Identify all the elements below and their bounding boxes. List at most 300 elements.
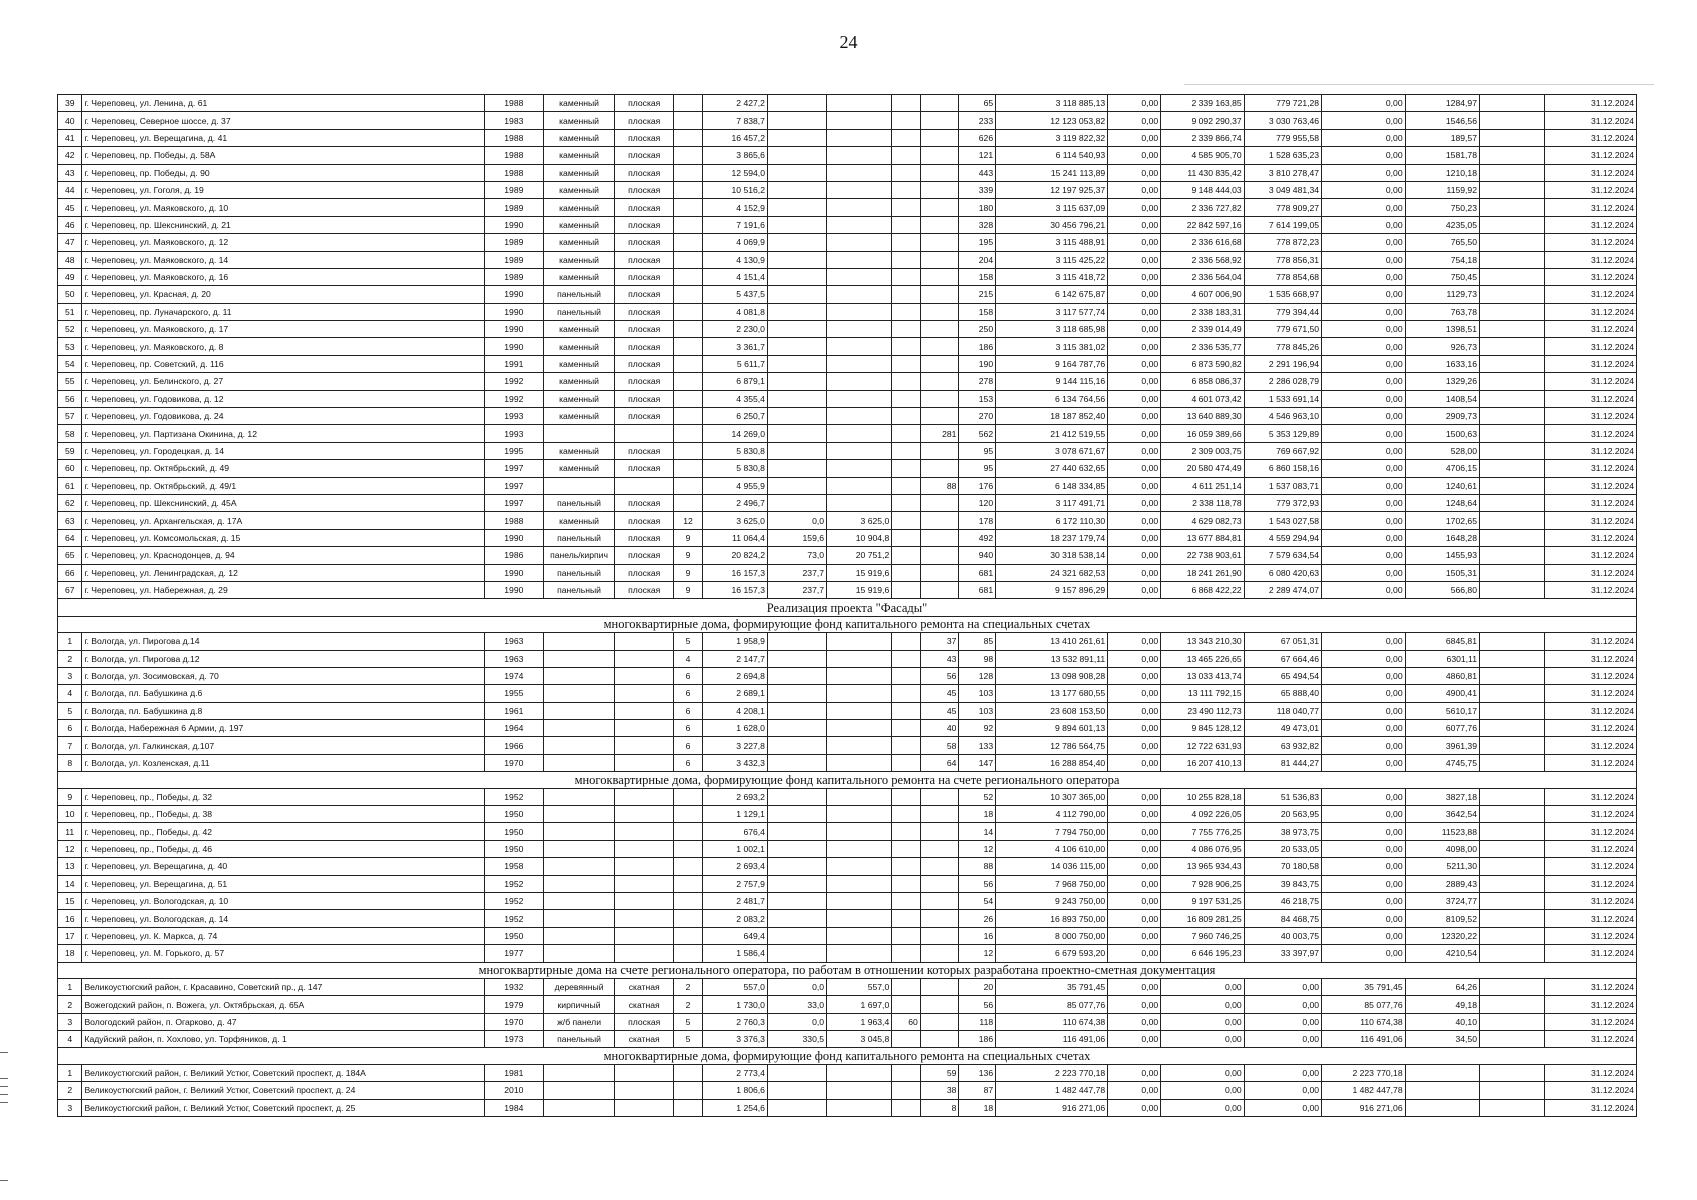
apartments-cell bbox=[892, 1031, 921, 1048]
completion-date-cell: 31.12.2024 bbox=[1545, 1064, 1637, 1081]
row-number-cell: 3 bbox=[58, 667, 82, 684]
budget-funds-cell: 0,00 bbox=[1108, 945, 1161, 962]
total-cost-cell: 24 321 682,53 bbox=[996, 564, 1108, 581]
residents-cell: 681 bbox=[959, 581, 996, 598]
empty-cell-cell bbox=[1479, 303, 1544, 320]
year-built-cell: 1977 bbox=[484, 945, 543, 962]
cost-per-sqm-cell: 1455,93 bbox=[1405, 547, 1479, 564]
row-number-cell: 15 bbox=[58, 892, 82, 909]
row-number-cell: 5 bbox=[58, 702, 82, 719]
other-funds-cell: 0,00 bbox=[1322, 840, 1406, 857]
roof-type-cell bbox=[615, 823, 674, 840]
row-number-cell: 3 bbox=[58, 1099, 82, 1116]
fund-share-cell: 13 965 934,43 bbox=[1161, 858, 1245, 875]
residential-area-cell bbox=[827, 650, 892, 667]
nonresidential-area-cell bbox=[767, 355, 826, 372]
empty-cell-cell bbox=[1479, 477, 1544, 494]
empty-cell-cell bbox=[1479, 996, 1544, 1013]
nonresidential-area-cell: 73,0 bbox=[767, 547, 826, 564]
nonresidential-area-cell bbox=[767, 910, 826, 927]
empty-cell-cell bbox=[1479, 129, 1544, 146]
roof-type-cell: плоская bbox=[615, 286, 674, 303]
cost-per-sqm-cell: 1329,26 bbox=[1405, 373, 1479, 390]
residential-area-cell bbox=[827, 1082, 892, 1099]
residents-cell: 103 bbox=[959, 685, 996, 702]
residents-a-cell: 8 bbox=[920, 1099, 959, 1116]
completion-date-cell: 31.12.2024 bbox=[1545, 564, 1637, 581]
roof-type-cell: плоская bbox=[615, 355, 674, 372]
row-number-cell: 7 bbox=[58, 737, 82, 754]
roof-type-cell bbox=[615, 737, 674, 754]
roof-type-cell bbox=[615, 1099, 674, 1116]
residents-cell: 56 bbox=[959, 875, 996, 892]
roof-type-cell bbox=[615, 685, 674, 702]
residential-area-cell bbox=[827, 425, 892, 442]
total-cost-cell: 2 223 770,18 bbox=[996, 1064, 1108, 1081]
residents-a-cell bbox=[920, 927, 959, 944]
total-area-cell: 3 625,0 bbox=[702, 512, 767, 529]
row-number-cell: 54 bbox=[58, 355, 82, 372]
address-cell: г. Череповец, пр., Победы, д. 46 bbox=[82, 840, 484, 857]
residents-a-cell bbox=[920, 512, 959, 529]
total-area-cell: 2 760,3 bbox=[702, 1013, 767, 1030]
budget-funds-cell: 0,00 bbox=[1108, 373, 1161, 390]
cost-per-sqm-cell: 49,18 bbox=[1405, 996, 1479, 1013]
apartments-cell bbox=[892, 147, 921, 164]
year-built-cell: 1932 bbox=[484, 978, 543, 995]
residents-a-cell bbox=[920, 321, 959, 338]
total-cost-cell: 9 144 115,16 bbox=[996, 373, 1108, 390]
other-funds-cell: 0,00 bbox=[1322, 806, 1406, 823]
budget-funds-cell: 0,00 bbox=[1108, 529, 1161, 546]
other-funds-cell: 0,00 bbox=[1322, 737, 1406, 754]
apartments-cell bbox=[892, 460, 921, 477]
total-area-cell: 1 586,4 bbox=[702, 945, 767, 962]
row-number-cell: 51 bbox=[58, 303, 82, 320]
nonresidential-area-cell bbox=[767, 338, 826, 355]
residential-area-cell: 557,0 bbox=[827, 978, 892, 995]
year-built-cell: 1989 bbox=[484, 268, 543, 285]
address-cell: г. Череповец, пр. Шекснинский, д. 21 bbox=[82, 216, 484, 233]
cost-per-sqm-cell: 754,18 bbox=[1405, 251, 1479, 268]
roof-type-cell bbox=[615, 945, 674, 962]
residents-cell: 118 bbox=[959, 1013, 996, 1030]
address-cell: г. Череповец, ул. Краснодонцев, д. 94 bbox=[82, 547, 484, 564]
roof-type-cell: плоская bbox=[615, 390, 674, 407]
nonresidential-area-cell bbox=[767, 112, 826, 129]
residents-a-cell bbox=[920, 581, 959, 598]
total-area-cell: 2 083,2 bbox=[702, 910, 767, 927]
residents-cell: 65 bbox=[959, 95, 996, 112]
owners-share-cell: 0,00 bbox=[1244, 996, 1321, 1013]
residents-a-cell: 64 bbox=[920, 754, 959, 771]
budget-funds-cell: 0,00 bbox=[1108, 442, 1161, 459]
budget-funds-cell: 0,00 bbox=[1108, 806, 1161, 823]
cost-per-sqm-cell bbox=[1405, 1099, 1479, 1116]
row-number-cell: 16 bbox=[58, 910, 82, 927]
total-cost-cell: 3 115 418,72 bbox=[996, 268, 1108, 285]
residential-area-cell: 15 919,6 bbox=[827, 581, 892, 598]
floors-cell bbox=[674, 129, 703, 146]
table-row bbox=[58, 408, 1637, 425]
cost-per-sqm-cell: 1408,54 bbox=[1405, 390, 1479, 407]
year-built-cell: 1952 bbox=[484, 875, 543, 892]
other-funds-cell: 0,00 bbox=[1322, 633, 1406, 650]
fund-share-cell: 9 845 128,12 bbox=[1161, 720, 1245, 737]
completion-date-cell: 31.12.2024 bbox=[1545, 338, 1637, 355]
owners-share-cell: 118 040,77 bbox=[1244, 702, 1321, 719]
total-area-cell: 1 730,0 bbox=[702, 996, 767, 1013]
year-built-cell: 1990 bbox=[484, 303, 543, 320]
nonresidential-area-cell bbox=[767, 181, 826, 198]
roof-type-cell bbox=[615, 702, 674, 719]
apartments-cell bbox=[892, 512, 921, 529]
residents-cell: 186 bbox=[959, 1031, 996, 1048]
address-cell: г. Череповец, ул. Набережная, д. 29 bbox=[82, 581, 484, 598]
apartments-cell bbox=[892, 199, 921, 216]
address-cell: г. Череповец, ул. Вологодская, д. 10 bbox=[82, 892, 484, 909]
apartments-cell bbox=[892, 823, 921, 840]
other-funds-cell: 0,00 bbox=[1322, 788, 1406, 805]
floors-cell: 9 bbox=[674, 564, 703, 581]
total-cost-cell: 110 674,38 bbox=[996, 1013, 1108, 1030]
address-cell: г. Череповец, ул. Верещагина, д. 41 bbox=[82, 129, 484, 146]
owners-share-cell: 20 533,05 bbox=[1244, 840, 1321, 857]
owners-share-cell: 0,00 bbox=[1244, 1064, 1321, 1081]
residential-area-cell bbox=[827, 720, 892, 737]
roof-type-cell bbox=[615, 1082, 674, 1099]
floors-cell: 9 bbox=[674, 529, 703, 546]
floors-cell bbox=[674, 321, 703, 338]
completion-date-cell: 31.12.2024 bbox=[1545, 875, 1637, 892]
row-number-cell: 2 bbox=[58, 1082, 82, 1099]
wall-material-cell: каменный bbox=[543, 408, 614, 425]
residents-a-cell: 38 bbox=[920, 1082, 959, 1099]
completion-date-cell: 31.12.2024 bbox=[1545, 234, 1637, 251]
floors-cell bbox=[674, 788, 703, 805]
apartments-cell bbox=[892, 181, 921, 198]
empty-cell-cell bbox=[1479, 512, 1544, 529]
budget-funds-cell: 0,00 bbox=[1108, 303, 1161, 320]
fund-share-cell: 6 868 422,22 bbox=[1161, 581, 1245, 598]
empty-cell-cell bbox=[1479, 547, 1544, 564]
wall-material-cell: панельный bbox=[543, 581, 614, 598]
roof-type-cell: плоская bbox=[615, 199, 674, 216]
wall-material-cell: панельный bbox=[543, 286, 614, 303]
owners-share-cell: 63 932,82 bbox=[1244, 737, 1321, 754]
residential-area-cell bbox=[827, 408, 892, 425]
residents-a-cell bbox=[920, 147, 959, 164]
total-cost-cell: 6 679 593,20 bbox=[996, 945, 1108, 962]
total-cost-cell: 16 288 854,40 bbox=[996, 754, 1108, 771]
nonresidential-area-cell: 0,0 bbox=[767, 978, 826, 995]
residents-cell: 278 bbox=[959, 373, 996, 390]
address-cell: г. Череповец, ул. Верещагина, д. 40 bbox=[82, 858, 484, 875]
budget-funds-cell: 0,00 bbox=[1108, 129, 1161, 146]
row-number-cell: 50 bbox=[58, 286, 82, 303]
wall-material-cell bbox=[543, 1099, 614, 1116]
residents-a-cell: 58 bbox=[920, 737, 959, 754]
table-row bbox=[58, 945, 1637, 962]
cost-per-sqm-cell: 34,50 bbox=[1405, 1031, 1479, 1048]
floors-cell bbox=[674, 199, 703, 216]
nonresidential-area-cell bbox=[767, 945, 826, 962]
other-funds-cell: 0,00 bbox=[1322, 823, 1406, 840]
fund-share-cell: 2 339 866,74 bbox=[1161, 129, 1245, 146]
year-built-cell: 1979 bbox=[484, 996, 543, 1013]
wall-material-cell: каменный bbox=[543, 338, 614, 355]
cost-per-sqm-cell: 6301,11 bbox=[1405, 650, 1479, 667]
total-area-cell: 11 064,4 bbox=[702, 529, 767, 546]
nonresidential-area-cell bbox=[767, 234, 826, 251]
fund-share-cell: 12 722 631,93 bbox=[1161, 737, 1245, 754]
nonresidential-area-cell bbox=[767, 1099, 826, 1116]
year-built-cell: 1963 bbox=[484, 650, 543, 667]
other-funds-cell: 916 271,06 bbox=[1322, 1099, 1406, 1116]
budget-funds-cell: 0,00 bbox=[1108, 720, 1161, 737]
other-funds-cell: 0,00 bbox=[1322, 321, 1406, 338]
budget-funds-cell: 0,00 bbox=[1108, 892, 1161, 909]
total-area-cell: 1 628,0 bbox=[702, 720, 767, 737]
row-number-cell: 56 bbox=[58, 390, 82, 407]
table-row bbox=[58, 338, 1637, 355]
address-cell: г. Череповец, пр. Октябрьский, д. 49 bbox=[82, 460, 484, 477]
row-number-cell: 11 bbox=[58, 823, 82, 840]
empty-cell-cell bbox=[1479, 564, 1544, 581]
other-funds-cell: 0,00 bbox=[1322, 95, 1406, 112]
completion-date-cell: 31.12.2024 bbox=[1545, 390, 1637, 407]
empty-cell-cell bbox=[1479, 390, 1544, 407]
residential-area-cell bbox=[827, 234, 892, 251]
nonresidential-area-cell: 159,6 bbox=[767, 529, 826, 546]
empty-cell-cell bbox=[1479, 355, 1544, 372]
apartments-cell bbox=[892, 702, 921, 719]
cost-per-sqm-cell: 3642,54 bbox=[1405, 806, 1479, 823]
budget-funds-cell: 0,00 bbox=[1108, 1031, 1161, 1048]
residents-cell: 158 bbox=[959, 303, 996, 320]
apartments-cell bbox=[892, 338, 921, 355]
table-row bbox=[58, 685, 1637, 702]
floors-cell: 9 bbox=[674, 547, 703, 564]
apartments-cell bbox=[892, 720, 921, 737]
wall-material-cell bbox=[543, 858, 614, 875]
nonresidential-area-cell bbox=[767, 460, 826, 477]
owners-share-cell: 40 003,75 bbox=[1244, 927, 1321, 944]
address-cell: г. Череповец, Северное шоссе, д. 37 bbox=[82, 112, 484, 129]
residents-cell: 12 bbox=[959, 945, 996, 962]
floors-cell: 6 bbox=[674, 737, 703, 754]
total-area-cell: 1 958,9 bbox=[702, 633, 767, 650]
empty-cell-cell bbox=[1479, 147, 1544, 164]
empty-cell-cell bbox=[1479, 1064, 1544, 1081]
total-area-cell: 2 693,2 bbox=[702, 788, 767, 805]
budget-funds-cell: 0,00 bbox=[1108, 425, 1161, 442]
nonresidential-area-cell bbox=[767, 95, 826, 112]
residents-a-cell bbox=[920, 529, 959, 546]
total-cost-cell: 3 115 425,22 bbox=[996, 251, 1108, 268]
residents-cell: 87 bbox=[959, 1082, 996, 1099]
residents-cell: 190 bbox=[959, 355, 996, 372]
completion-date-cell: 31.12.2024 bbox=[1545, 164, 1637, 181]
empty-cell-cell bbox=[1479, 737, 1544, 754]
roof-type-cell: плоская bbox=[615, 112, 674, 129]
fund-share-cell: 13 677 884,81 bbox=[1161, 529, 1245, 546]
residential-area-cell: 3 045,8 bbox=[827, 1031, 892, 1048]
apartments-cell bbox=[892, 477, 921, 494]
table-row bbox=[58, 216, 1637, 233]
empty-cell-cell bbox=[1479, 667, 1544, 684]
wall-material-cell: каменный bbox=[543, 199, 614, 216]
empty-cell-cell bbox=[1479, 945, 1544, 962]
total-area-cell: 557,0 bbox=[702, 978, 767, 995]
year-built-cell: 1986 bbox=[484, 547, 543, 564]
other-funds-cell: 0,00 bbox=[1322, 685, 1406, 702]
completion-date-cell: 31.12.2024 bbox=[1545, 702, 1637, 719]
residents-a-cell bbox=[920, 945, 959, 962]
other-funds-cell: 0,00 bbox=[1322, 720, 1406, 737]
residents-a-cell bbox=[920, 494, 959, 511]
roof-type-cell: плоская bbox=[615, 303, 674, 320]
roof-type-cell: плоская bbox=[615, 129, 674, 146]
total-cost-cell: 1 482 447,78 bbox=[996, 1082, 1108, 1099]
apartments-cell bbox=[892, 373, 921, 390]
other-funds-cell: 0,00 bbox=[1322, 286, 1406, 303]
floors-cell bbox=[674, 268, 703, 285]
nonresidential-area-cell bbox=[767, 251, 826, 268]
completion-date-cell: 31.12.2024 bbox=[1545, 840, 1637, 857]
other-funds-cell: 0,00 bbox=[1322, 927, 1406, 944]
nonresidential-area-cell bbox=[767, 737, 826, 754]
cost-per-sqm-cell: 8109,52 bbox=[1405, 910, 1479, 927]
apartments-cell bbox=[892, 927, 921, 944]
budget-funds-cell: 0,00 bbox=[1108, 702, 1161, 719]
year-built-cell: 1990 bbox=[484, 529, 543, 546]
nonresidential-area-cell: 0,0 bbox=[767, 1013, 826, 1030]
residents-a-cell: 88 bbox=[920, 477, 959, 494]
cost-per-sqm-cell: 6077,76 bbox=[1405, 720, 1479, 737]
address-cell: г. Череповец, пр. Советский, д. 116 bbox=[82, 355, 484, 372]
roof-type-cell bbox=[615, 650, 674, 667]
row-number-cell: 1 bbox=[58, 978, 82, 995]
residents-cell: 136 bbox=[959, 1064, 996, 1081]
completion-date-cell: 31.12.2024 bbox=[1545, 129, 1637, 146]
total-area-cell: 2 689,1 bbox=[702, 685, 767, 702]
wall-material-cell bbox=[543, 425, 614, 442]
total-area-cell: 4 069,9 bbox=[702, 234, 767, 251]
address-cell: г. Вологда, ул. Пирогова д.14 bbox=[82, 633, 484, 650]
cost-per-sqm-cell: 4706,15 bbox=[1405, 460, 1479, 477]
year-built-cell: 1990 bbox=[484, 286, 543, 303]
completion-date-cell: 31.12.2024 bbox=[1545, 720, 1637, 737]
empty-cell-cell bbox=[1479, 702, 1544, 719]
total-cost-cell: 30 456 796,21 bbox=[996, 216, 1108, 233]
empty-cell-cell bbox=[1479, 978, 1544, 995]
owners-share-cell: 0,00 bbox=[1244, 1099, 1321, 1116]
fund-share-cell: 2 338 183,31 bbox=[1161, 303, 1245, 320]
completion-date-cell: 31.12.2024 bbox=[1545, 823, 1637, 840]
residential-area-cell bbox=[827, 390, 892, 407]
budget-funds-cell: 0,00 bbox=[1108, 581, 1161, 598]
owners-share-cell: 1 535 668,97 bbox=[1244, 286, 1321, 303]
total-cost-cell: 3 117 577,74 bbox=[996, 303, 1108, 320]
table-row bbox=[58, 425, 1637, 442]
total-cost-cell: 18 187 852,40 bbox=[996, 408, 1108, 425]
residential-area-cell: 15 919,6 bbox=[827, 564, 892, 581]
residential-area-cell bbox=[827, 164, 892, 181]
owners-share-cell: 20 563,95 bbox=[1244, 806, 1321, 823]
other-funds-cell: 0,00 bbox=[1322, 147, 1406, 164]
table-row bbox=[58, 529, 1637, 546]
residents-cell: 681 bbox=[959, 564, 996, 581]
empty-cell-cell bbox=[1479, 181, 1544, 198]
address-cell: Великоустюгский район, г. Великий Устюг, Советский проспект, д. 24 bbox=[82, 1082, 484, 1099]
fund-share-cell: 2 336 727,82 bbox=[1161, 199, 1245, 216]
residential-area-cell bbox=[827, 494, 892, 511]
table-row bbox=[58, 737, 1637, 754]
table-body bbox=[58, 95, 1637, 1117]
table-row bbox=[58, 547, 1637, 564]
total-cost-cell: 3 119 822,32 bbox=[996, 129, 1108, 146]
total-area-cell: 4 081,8 bbox=[702, 303, 767, 320]
other-funds-cell: 0,00 bbox=[1322, 164, 1406, 181]
table-row bbox=[58, 996, 1637, 1013]
wall-material-cell: каменный bbox=[543, 112, 614, 129]
owners-share-cell: 778 909,27 bbox=[1244, 199, 1321, 216]
other-funds-cell: 0,00 bbox=[1322, 875, 1406, 892]
address-cell: г. Череповец, пр., Победы, д. 38 bbox=[82, 806, 484, 823]
completion-date-cell: 31.12.2024 bbox=[1545, 112, 1637, 129]
wall-material-cell bbox=[543, 806, 614, 823]
roof-type-cell: плоская bbox=[615, 268, 674, 285]
apartments-cell bbox=[892, 355, 921, 372]
roof-type-cell: плоская bbox=[615, 512, 674, 529]
residents-cell: 250 bbox=[959, 321, 996, 338]
other-funds-cell: 0,00 bbox=[1322, 355, 1406, 372]
other-funds-cell: 0,00 bbox=[1322, 460, 1406, 477]
address-cell: г. Череповец, ул. Ленинградская, д. 12 bbox=[82, 564, 484, 581]
residential-area-cell bbox=[827, 373, 892, 390]
residential-area-cell bbox=[827, 477, 892, 494]
cost-per-sqm-cell: 3724,77 bbox=[1405, 892, 1479, 909]
other-funds-cell: 0,00 bbox=[1322, 581, 1406, 598]
address-cell: г. Череповец, пр. Победы, д. 58А bbox=[82, 147, 484, 164]
residents-cell: 103 bbox=[959, 702, 996, 719]
residents-a-cell bbox=[920, 390, 959, 407]
wall-material-cell bbox=[543, 737, 614, 754]
residents-cell: 940 bbox=[959, 547, 996, 564]
other-funds-cell: 1 482 447,78 bbox=[1322, 1082, 1406, 1099]
wall-material-cell: панельный bbox=[543, 1031, 614, 1048]
row-number-cell: 2 bbox=[58, 650, 82, 667]
address-cell: Великоустюгский район, г. Великий Устюг, Советский проспект, д. 25 bbox=[82, 1099, 484, 1116]
cost-per-sqm-cell: 4210,54 bbox=[1405, 945, 1479, 962]
year-built-cell: 1988 bbox=[484, 129, 543, 146]
roof-type-cell bbox=[615, 1064, 674, 1081]
floors-cell bbox=[674, 373, 703, 390]
completion-date-cell: 31.12.2024 bbox=[1545, 892, 1637, 909]
completion-date-cell: 31.12.2024 bbox=[1545, 216, 1637, 233]
apartments-cell bbox=[892, 564, 921, 581]
fund-share-cell: 20 580 474,49 bbox=[1161, 460, 1245, 477]
residents-cell: 128 bbox=[959, 667, 996, 684]
residents-a-cell: 45 bbox=[920, 702, 959, 719]
residents-a-cell: 40 bbox=[920, 720, 959, 737]
owners-share-cell: 5 353 129,89 bbox=[1244, 425, 1321, 442]
fund-share-cell: 2 336 564,04 bbox=[1161, 268, 1245, 285]
roof-type-cell: плоская bbox=[615, 95, 674, 112]
owners-share-cell: 1 543 027,58 bbox=[1244, 512, 1321, 529]
table-row bbox=[58, 720, 1637, 737]
